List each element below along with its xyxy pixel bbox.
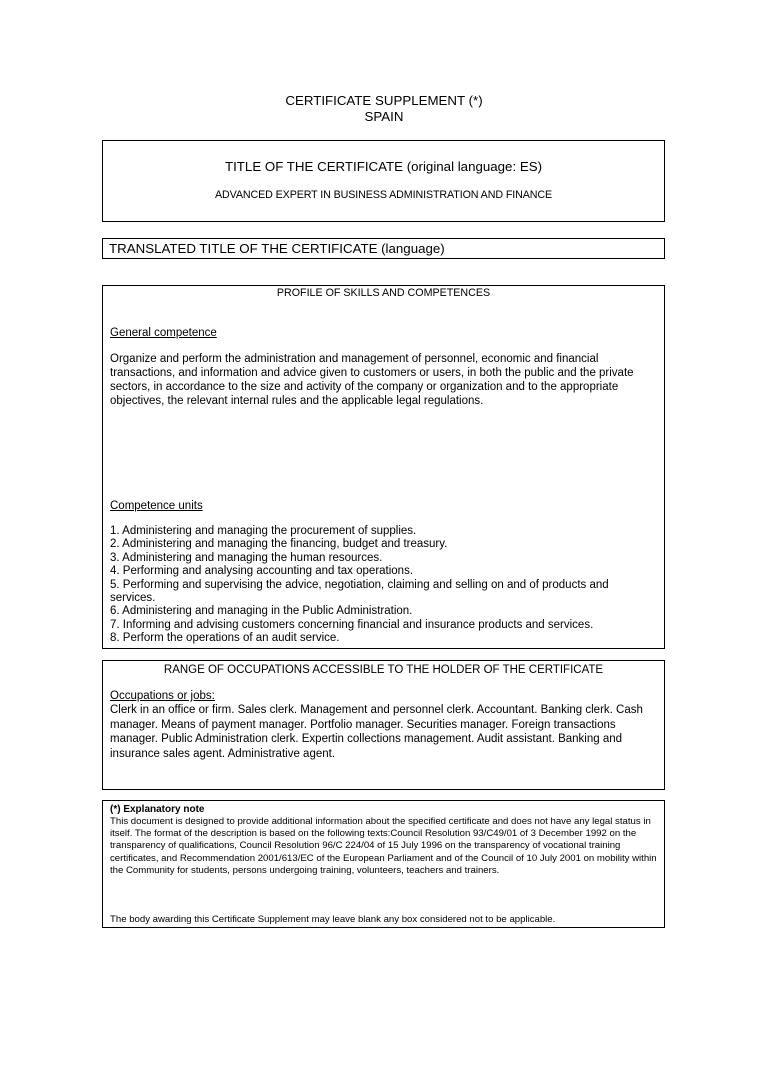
competence-unit: 2. Administering and managing the financing, budget and treasury.	[110, 538, 448, 551]
competence-unit: 6. Administering and managing in the Public Administration.	[110, 605, 413, 618]
translated-title-label: TRANSLATED TITLE OF THE CERTIFICATE (language)	[109, 241, 445, 256]
occupations-heading: RANGE OF OCCUPATIONS ACCESSIBLE TO THE HOLDER OF THE CERTIFICATE	[163, 664, 604, 676]
profile-heading: PROFILE OF SKILLS AND COMPETENCES	[276, 287, 491, 299]
document-header	[0, 93, 768, 125]
certificate-title-box	[102, 140, 665, 222]
translated-title-box	[102, 238, 665, 259]
competence-unit: 3. Administering and managing the human resources.	[110, 551, 383, 564]
competence-unit: 5. Performing and supervising the advice, negotiation, claiming and selling on and of products and services.	[110, 578, 609, 605]
explanatory-note-box	[102, 800, 665, 928]
competence-unit: 1. Administering and managing the procurement of supplies.	[110, 525, 417, 537]
occupations-box	[102, 660, 665, 790]
occupations-text: Clerk in an office or firm. Sales clerk. Management and personnel clerk. Accountant. Banking clerk. Cash manager. Means of payment manager. Portfolio manager. Securities manager. Foreign transactions manager. Public Administration clerk. Expertin collections management. Audit assistant. Banking and insurance sales agent. Administrative agent.	[110, 704, 643, 760]
competence-units-list	[110, 525, 655, 646]
general-competence-label: General competence	[110, 327, 217, 339]
certificate-title-label: TITLE OF THE CERTIFICATE (original language: ES)	[224, 159, 542, 174]
certificate-title-value: ADVANCED EXPERT IN BUSINESS ADMINISTRATION AND FINANCE	[214, 189, 553, 201]
competence-units-label: Competence units	[110, 500, 203, 512]
country-label: SPAIN	[364, 109, 404, 124]
general-competence-text: Organize and perform the administration and management of personnel, economic and financial transactions, and information and advice given to customers or users, in both the public and the private sectors, in accordance to the size and activity of the company or organization and to the appropriate objectives, the relevant internal rules and the applicable legal regulations.	[110, 353, 634, 407]
competence-unit: 4. Performing and analysing accounting and tax operations.	[110, 565, 414, 578]
explanatory-note-footer: The body awarding this Certificate Supplement may leave blank any box considered not to be applicable.	[110, 914, 556, 925]
occupations-label: Occupations or jobs:	[110, 690, 215, 702]
document-title: CERTIFICATE SUPPLEMENT (*)	[285, 93, 483, 108]
competence-unit: 7. Informing and advising customers concerning financial and insurance products and services.	[110, 618, 594, 631]
profile-box	[102, 285, 665, 649]
competence-unit: 8. Perform the operations of an audit service.	[110, 632, 340, 645]
explanatory-note-title: (*) Explanatory note	[110, 804, 205, 815]
explanatory-note-text: This document is designed to provide additional information about the specified certificate and does not have any legal status in itself. The format of the description is based on the following texts:Council Resolution 93/C49/01 of 3 December 1992 on the transparency of qualifications, Council Resolution 96/C 224/04 of 15 July 1996 on the transparency of vocational training certificates, and Recommendation 2001/613/EC of the European Parliament and of the Council of 10 July 2001 on mobility within the Community for students, persons undergoing training, volunteers, teachers and trainers.	[110, 816, 657, 876]
